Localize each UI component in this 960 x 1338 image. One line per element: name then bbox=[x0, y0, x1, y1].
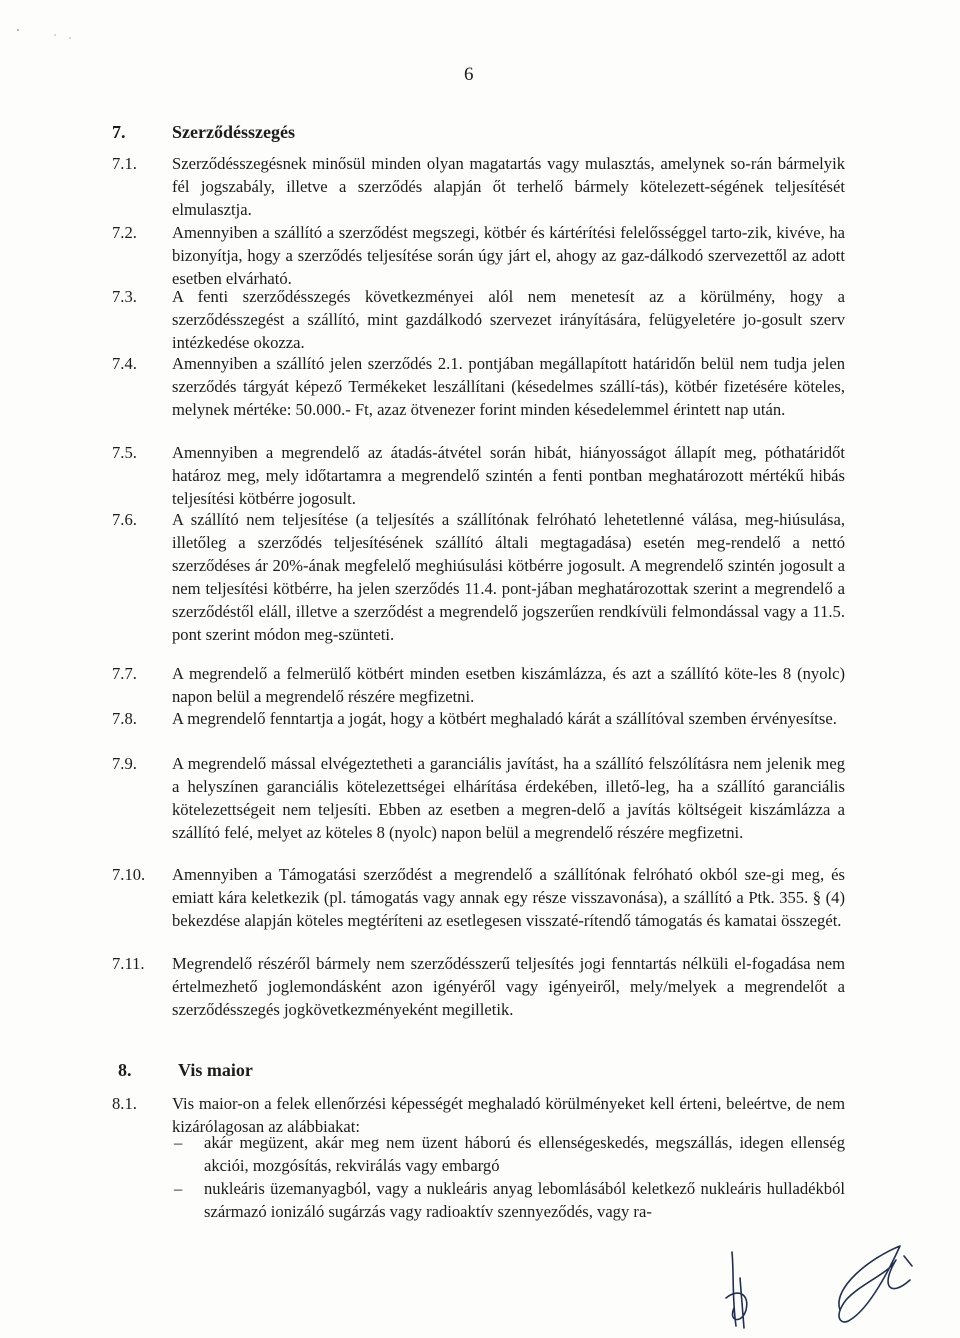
clause-number: 8.1. bbox=[112, 1094, 137, 1113]
clause-text: Amennyiben a megrendelő az átadás-átvétel során hibát, hiányosságot állapít meg, póthatáridőt határoz meg, mely időtartamra a megrendelő szintén a fenti pontban meghatározott mértékű hibás teljesítési kötbérre jogosult. bbox=[172, 443, 845, 508]
clause-7-4 bbox=[112, 352, 845, 421]
section-number: 7. bbox=[112, 122, 126, 142]
clause-text: A fenti szerződésszegés következményei alól nem menetesít az a körülmény, hogy a szerződésszegést a szállító, mint gazdálkodó szervezet irányítására, felügyeletére jo-gosult szerv intézkedése okozza. bbox=[172, 287, 845, 352]
clause-7-11 bbox=[112, 952, 845, 1021]
page-number: 6 bbox=[464, 64, 474, 85]
clause-text: Megrendelő részéről bármely nem szerződésszerű teljesítés jogi fenntartás nélküli el-fogadása nem értelmezhető joglemondásként azon igényéről vagy igényeiről, mely/melyek a megrendelőt a szerződésszegés jogkövetkezményeként megilletik. bbox=[172, 954, 845, 1019]
clause-text: A szállító nem teljesítése (a teljesítés a szállítónak felróható lehetetlenné válása, meg-hiúsulása, illetőleg a szerződés teljesítésének szállító általi megtagadása) esetén meg-rendelő a nettó szerződéses ár 20%-ának megfelelő meghiúsulási kötbérre jogosult. A megrendelő szintén jogosult a nem teljesítési kötbérre, ha jelen szerződés 11.4. pont-jában meghatározottak szerint a megrendelő a szerződéstől eláll, illetve a szerződést a megrendelő jogszerűen rendkívüli felmondással vagy a 11.5. pont szerint módon meg-szünteti. bbox=[172, 510, 845, 644]
clause-text: Vis maior-on a felek ellenőrzési képességét meghaladó körülményeket kell érteni, beleértve, de nem kizárólagosan az alábbiakat: bbox=[172, 1094, 845, 1136]
bullet-dash: – bbox=[174, 1179, 183, 1198]
bullet-dash: – bbox=[174, 1133, 183, 1152]
clause-text: A megrendelő fenntartja a jogát, hogy a kötbért meghaladó kárát a szállítóval szemben érvényesítse. bbox=[172, 709, 837, 728]
clause-7-9 bbox=[112, 752, 845, 844]
section-title: Szerződésszegés bbox=[172, 122, 295, 142]
clause-7-8 bbox=[112, 707, 845, 730]
list-item-text: nukleáris üzemanyagból, vagy a nukleáris anyag lebomlásából keletkező nukleáris hulladékból származó ionizáló sugárzás vagy radioaktív szennyeződés, vagy ra- bbox=[204, 1179, 845, 1221]
clause-number: 7.6. bbox=[112, 510, 137, 529]
clause-number: 7.1. bbox=[112, 154, 137, 173]
clause-7-2 bbox=[112, 221, 845, 290]
vis-maior-list bbox=[172, 1131, 845, 1223]
list-item bbox=[172, 1177, 845, 1223]
clause-text: Szerződésszegésnek minősül minden olyan magatartás vagy mulasztás, amelynek so-rán bármelyik fél jogszabály, illetve a szerződés alapján őt terhelő bármely kötelezett-ségének teljesítését elmulasztja. bbox=[172, 154, 845, 219]
clause-7-3 bbox=[112, 285, 845, 354]
initials-right-mark bbox=[839, 1246, 912, 1322]
clause-number: 7.9. bbox=[112, 754, 137, 773]
section-number: 8. bbox=[118, 1060, 132, 1080]
clause-number: 7.11. bbox=[112, 954, 145, 973]
handwritten-initials bbox=[720, 1238, 920, 1333]
clause-text: Amennyiben a szállító a szerződést megszegi, kötbér és kártérítési felelősséggel tarto-zik, kivéve, ha bizonyítja, hogy a szerződés teljesítése során úgy járt el, ahogy az gaz-dálkodó szervezettől az adott esetben elvárható. bbox=[172, 223, 845, 288]
scan-speck-marks bbox=[0, 0, 140, 60]
clause-text: Amennyiben a Támogatási szerződést a megrendelő a szállítónak felróható okból sze-gi meg, és emiatt kára keletkezik (pl. támogatás vagy annak egy része visszavonása), a szállító a Ptk. 355. § (4) bekezdése alapján köteles megtéríteni az esetlegesen visszaté-rítendő támogatás és kamatai összegét. bbox=[172, 865, 845, 930]
list-item bbox=[172, 1131, 845, 1177]
clause-7-5 bbox=[112, 441, 845, 510]
clause-number: 7.8. bbox=[112, 709, 137, 728]
clause-number: 7.2. bbox=[112, 223, 137, 242]
clause-number: 7.3. bbox=[112, 287, 137, 306]
clause-7-1 bbox=[112, 152, 845, 221]
clause-7-6 bbox=[112, 508, 845, 646]
clause-7-7 bbox=[112, 662, 845, 708]
clause-7-10 bbox=[112, 863, 845, 932]
initials-left-mark bbox=[726, 1252, 747, 1328]
clause-number: 7.10. bbox=[112, 865, 146, 884]
clause-number: 7.5. bbox=[112, 443, 137, 462]
clause-text: Amennyiben a szállító jelen szerződés 2.1. pontjában megállapított határidőn belül nem tudja jelen szerződés tárgyát képező Termékeket leszállítani (késedelmes szállí-tás), kötbér fizetésére köteles, melynek mértéke: 50.000.- Ft, azaz ötvenezer forint minden késedelemmel érintett nap után. bbox=[172, 354, 845, 419]
clause-number: 7.7. bbox=[112, 664, 137, 683]
list-item-text: akár megüzent, akár meg nem üzent háború és ellenségeskedés, megszállás, idegen ellenség akciói, mozgósítás, rekvirálás vagy embargó bbox=[204, 1133, 845, 1175]
clause-number: 7.4. bbox=[112, 354, 137, 373]
clause-text: A megrendelő a felmerülő kötbért minden esetben kiszámlázza, és azt a szállító köte-les 8 (nyolc) napon belül a megrendelő részére megfizetni. bbox=[172, 664, 845, 706]
section-title: Vis maior bbox=[178, 1060, 253, 1080]
clause-text: A megrendelő mással elvégeztetheti a garanciális javítást, ha a szállító felszólításra nem jelenik meg a helyszínen garanciális kötelezettségei elhárítása érdekében, illető-leg, ha a szállító garanciális kötelezettségeit nem teljesíti. Ebben az esetben a megren-delő a javítás költségeit kiszámlázza a szállító felé, melyet az köteles 8 (nyolc) napon belül a megrendelő részére megfizetni. bbox=[172, 754, 845, 842]
